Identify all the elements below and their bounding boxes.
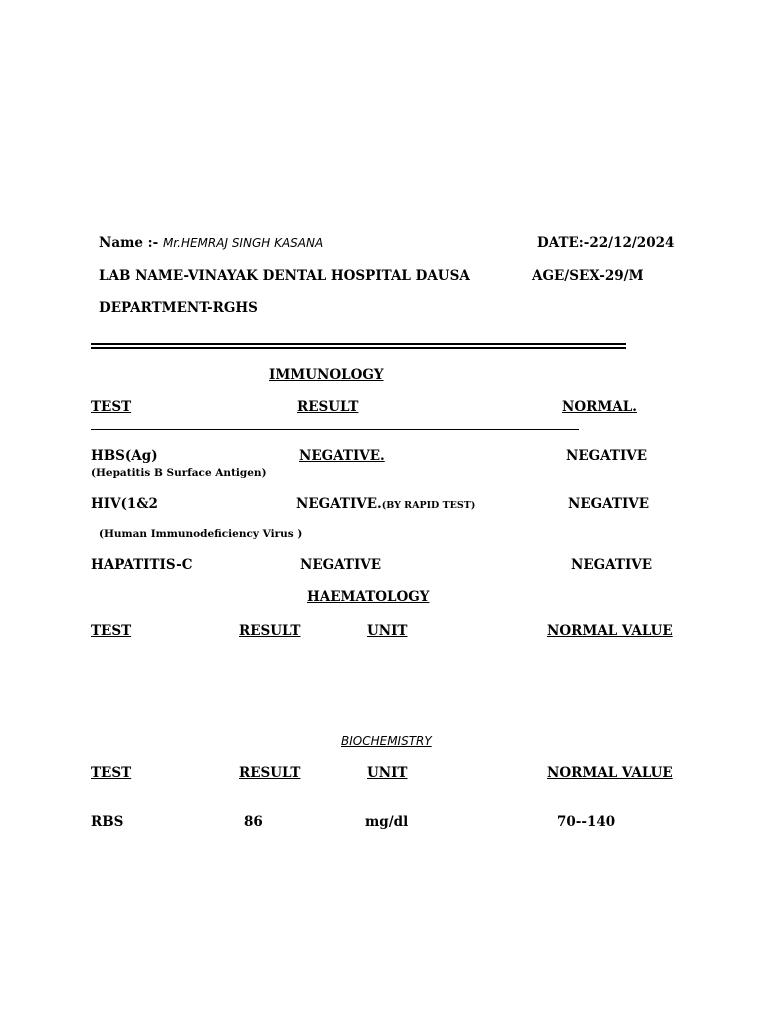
- haematology-header-result: RESULT: [239, 623, 301, 639]
- department: DEPARTMENT-RGHS: [99, 300, 258, 316]
- immunology-header-test: TEST: [91, 399, 132, 415]
- immunology-row-hiv-result-note: (BY RAPID TEST): [381, 500, 476, 511]
- immunology-row-hiv-normal: NEGATIVE: [568, 496, 650, 512]
- immunology-row-hbs-subtitle: (Hepatitis B Surface Antigen): [91, 467, 267, 479]
- immunology-row-hcv-test: HAPATITIS-C: [91, 557, 193, 573]
- patient-name-row: [99, 237, 323, 251]
- biochemistry-row-rbs-normal: 70--140: [557, 814, 616, 830]
- immunology-header-divider: [91, 429, 579, 430]
- biochemistry-header-test: TEST: [91, 765, 132, 781]
- biochemistry-row-rbs-test: RBS: [91, 814, 124, 830]
- immunology-row-hbs-result: NEGATIVE.: [299, 448, 385, 464]
- divider-double-top: [91, 343, 626, 345]
- haematology-header-test: TEST: [91, 623, 132, 639]
- report-date: DATE:-22/12/2024: [537, 235, 675, 251]
- biochemistry-title: BIOCHEMISTRY: [341, 734, 432, 748]
- immunology-row-hiv-test: HIV(1&2: [91, 496, 158, 512]
- immunology-row-hcv-result: NEGATIVE: [300, 557, 382, 573]
- age-sex: AGE/SEX-29/M: [532, 268, 644, 284]
- immunology-row-hiv-subtitle: (Human Immunodeficiency Virus ): [99, 528, 303, 540]
- biochemistry-header-unit: UNIT: [367, 765, 408, 781]
- haematology-header-unit: UNIT: [367, 623, 408, 639]
- immunology-row-hbs-normal: NEGATIVE: [566, 448, 648, 464]
- biochemistry-header-normal: NORMAL VALUE: [547, 765, 673, 781]
- immunology-header-result: RESULT: [297, 399, 359, 415]
- lab-name: LAB NAME-VINAYAK DENTAL HOSPITAL DAUSA: [99, 268, 470, 284]
- haematology-title: HAEMATOLOGY: [307, 589, 430, 605]
- patient-name-value: Mr.HEMRAJ SINGH KASANA: [162, 236, 324, 250]
- immunology-row-hcv-normal: NEGATIVE: [571, 557, 653, 573]
- immunology-row-hbs-test: HBS(Ag): [91, 448, 158, 464]
- immunology-header-normal: NORMAL.: [562, 399, 637, 415]
- divider-double-bottom: [91, 347, 626, 349]
- immunology-row-hiv-result-wrap: [296, 498, 475, 512]
- immunology-title: IMMUNOLOGY: [269, 367, 384, 383]
- immunology-row-hiv-result: NEGATIVE.: [296, 496, 382, 512]
- biochemistry-row-rbs-result: 86: [244, 814, 263, 830]
- haematology-header-normal: NORMAL VALUE: [547, 623, 673, 639]
- biochemistry-header-result: RESULT: [239, 765, 301, 781]
- biochemistry-row-rbs-unit: mg/dl: [365, 814, 409, 830]
- patient-name-label: Name :-: [99, 235, 163, 251]
